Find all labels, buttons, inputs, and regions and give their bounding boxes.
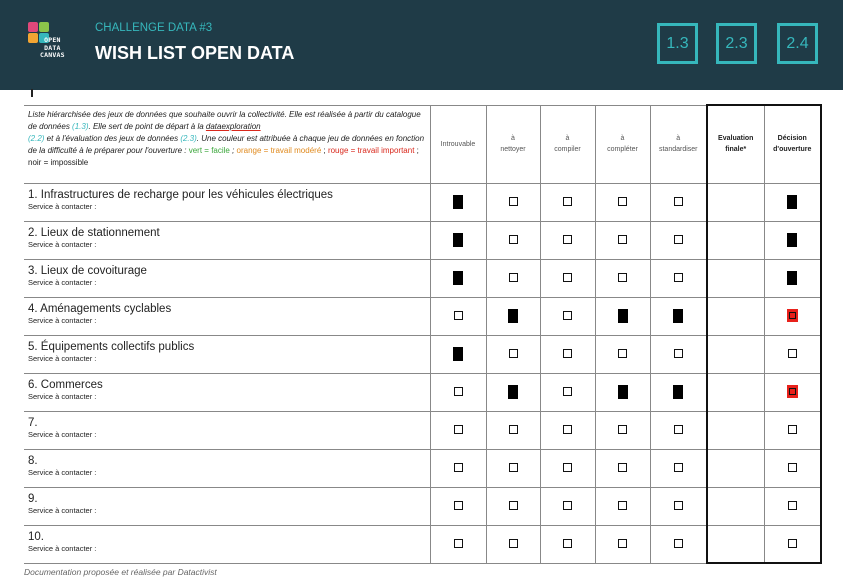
checkbox-filled[interactable] [453,347,463,361]
logo-line-1: OPEN [44,36,61,44]
col-nettoyer-line-1: à [511,135,515,142]
service-contact-label: Service à contacter : [28,277,97,287]
checkbox-filled[interactable] [508,309,518,323]
table-row [24,259,821,297]
checkbox-filled[interactable] [453,271,463,285]
checkbox-empty[interactable] [509,463,518,472]
checkbox-empty[interactable] [563,501,572,510]
checkbox-empty[interactable] [618,349,627,358]
col-decision-ouverture [764,105,821,183]
checkbox-empty[interactable] [788,463,797,472]
header-row [24,105,821,183]
checkbox-filled[interactable] [453,233,463,247]
cell-evaluation-finale [707,335,764,373]
table-row [24,373,821,411]
checkbox-red-marked[interactable] [787,309,798,322]
cell-completer [595,335,650,373]
service-contact-label: Service à contacter : [28,239,97,249]
dataset-name: 5. Équipements collectifs publics [28,340,195,353]
col-compiler-line-2: compiler [554,146,581,153]
checkbox-empty[interactable] [674,197,683,206]
cell-standardiser [650,525,707,563]
col-standardiser-line-1: à [676,135,681,142]
cell-nettoyer [486,449,540,487]
cell-decision-ouverture [764,411,821,449]
checkbox-filled[interactable] [787,195,797,209]
col-compiler-line-1: à [565,135,570,142]
intro-part-2: . Elle sert de point de départ à la [88,121,206,131]
cell-decision-ouverture [764,335,821,373]
footer-credit: Documentation proposée et réalisée par Datactivist [24,567,217,577]
badge-2-3: 2.3 [716,23,757,64]
cell-decision-ouverture [764,221,821,259]
col-nettoyer-line-2: nettoyer [500,146,526,153]
cell-completer [595,525,650,563]
col-standardiser [650,105,707,183]
checkbox-filled[interactable] [787,233,797,247]
col-evaluation-finale [707,105,764,183]
cell-nettoyer [486,487,540,525]
table-row [24,449,821,487]
cell-introuvable [430,449,486,487]
dataset-name: 9. [28,492,38,505]
intro-orange: orange = travail modéré [236,145,322,155]
checkbox-empty[interactable] [618,273,627,282]
checkbox-empty[interactable] [563,539,572,548]
service-contact-label: Service à contacter : [28,391,97,401]
cell-standardiser [650,259,707,297]
cell-nettoyer [486,335,540,373]
cell-nettoyer [486,183,540,221]
checkbox-empty[interactable] [618,425,627,434]
intro-part-1: Liste hiérarchisée des jeux de données que souhaite ouvrir la collectivité. Elle est réalisée à partir du catalogue de données [28,109,421,131]
col-completer-line-2: compléter [607,146,638,153]
checkbox-empty[interactable] [454,425,463,434]
table-row [24,411,821,449]
intro-dataexploration: dataexploration [205,121,261,131]
checkbox-filled[interactable] [453,195,463,209]
checkbox-empty[interactable] [509,425,518,434]
checkbox-empty[interactable] [509,273,518,282]
col-introuvable-label: Introuvable [440,140,476,148]
checkbox-empty[interactable] [788,349,797,358]
logo-line-2: DATA [44,43,61,52]
checkbox-empty[interactable] [454,387,463,396]
checkbox-filled[interactable] [787,271,797,285]
service-contact-label: Service à contacter : [28,429,97,439]
checkbox-empty[interactable] [509,197,518,206]
cell-compiler [540,221,595,259]
col-completer-line-1: à [620,135,625,142]
dataset-cell [24,259,430,297]
table-row [24,525,821,563]
dataset-cell [24,411,430,449]
cell-standardiser [650,411,707,449]
checkbox-filled[interactable] [618,385,628,399]
cell-completer [595,373,650,411]
checkbox-empty[interactable] [563,235,572,244]
checkbox-empty[interactable] [563,311,572,320]
cell-decision-ouverture [764,525,821,563]
cursor-mark [31,89,33,97]
service-contact-label: Service à contacter : [28,353,97,363]
checkbox-empty[interactable] [563,463,572,472]
open-data-canvas-logo [28,22,80,68]
badge-1-3: 1.3 [657,23,698,64]
dataset-name: 7. [28,416,38,429]
cell-evaluation-finale [707,487,764,525]
cell-nettoyer [486,221,540,259]
checkbox-empty[interactable] [509,235,518,244]
header-banner [0,0,843,90]
cell-standardiser [650,297,707,335]
intro-ref-2-3: (2.3) [180,133,197,143]
checkbox-empty[interactable] [674,501,683,510]
cell-compiler [540,525,595,563]
col-standardiser-line-2: standardiser [658,146,698,153]
logo-text [40,37,65,60]
checkbox-empty[interactable] [674,349,683,358]
cell-decision-ouverture [764,449,821,487]
checkbox-empty[interactable] [618,235,627,244]
dataset-cell [24,335,430,373]
cell-decision-ouverture [764,487,821,525]
checkbox-empty[interactable] [563,273,572,282]
challenge-subtitle: CHALLENGE DATA #3 [95,22,213,34]
service-contact-label: Service à contacter : [28,467,97,477]
cell-nettoyer [486,411,540,449]
checkbox-filled[interactable] [673,385,683,399]
checkbox-empty[interactable] [563,349,572,358]
cell-compiler [540,297,595,335]
wish-list-table [24,104,822,564]
dataset-cell [24,373,430,411]
logo-line-3: CANVAS [40,51,65,59]
cell-introuvable [430,259,486,297]
service-contact-label: Service à contacter : [28,505,97,515]
cell-compiler [540,487,595,525]
checkbox-empty[interactable] [674,463,683,472]
cell-completer [595,183,650,221]
checkbox-empty[interactable] [454,501,463,510]
table-row [24,297,821,335]
cell-evaluation-finale [707,221,764,259]
cell-standardiser [650,373,707,411]
checkbox-empty[interactable] [454,539,463,548]
cell-evaluation-finale [707,373,764,411]
dataset-name: 3. Lieux de covoiturage [28,264,147,277]
table-row [24,221,821,259]
table-body [24,183,821,563]
checkbox-empty[interactable] [618,539,627,548]
checkbox-empty[interactable] [674,425,683,434]
table-row [24,335,821,373]
cell-introuvable [430,411,486,449]
col-introuvable [430,105,486,183]
dataset-name: 1. Infrastructures de recharge pour les véhicules électriques [28,188,333,201]
col-decision-line-1: Décision [777,135,807,143]
service-contact-label: Service à contacter : [28,543,97,553]
col-completer [595,105,650,183]
dataset-name: 10. [28,530,44,543]
cell-completer [595,297,650,335]
col-evaluation-line-1: Evaluation [718,135,754,143]
dataset-cell [24,449,430,487]
cell-compiler [540,411,595,449]
checkbox-filled[interactable] [508,385,518,399]
intro-sep-2: ; [321,145,328,155]
cell-completer [595,411,650,449]
col-compiler [540,105,595,183]
cell-decision-ouverture [764,183,821,221]
cell-decision-ouverture [764,373,821,411]
table-row [24,487,821,525]
checkbox-empty[interactable] [788,425,797,434]
cell-compiler [540,183,595,221]
cell-standardiser [650,335,707,373]
checkbox-empty[interactable] [563,387,572,396]
page-title: WISH LIST OPEN DATA [95,43,295,63]
cell-evaluation-finale [707,259,764,297]
badge-2-4: 2.4 [777,23,818,64]
checkbox-empty[interactable] [509,349,518,358]
checkbox-empty[interactable] [788,539,797,548]
cell-introuvable [430,335,486,373]
service-contact-label: Service à contacter : [28,315,97,325]
cell-compiler [540,259,595,297]
dataset-cell [24,297,430,335]
intro-red: rouge = travail important [327,145,415,155]
cell-compiler [540,373,595,411]
col-evaluation-line-2: finale* [725,146,747,154]
checkbox-empty[interactable] [618,197,627,206]
dataset-name: 4. Aménagements cyclables [28,302,172,315]
service-contact-label: Service à contacter : [28,201,97,211]
dataset-cell [24,221,430,259]
intro-ref-1-3: (1.3) [72,121,89,131]
intro-ref-2-2: (2.2) [28,133,45,143]
intro-part-4: . Une couleur est attribuée à chaque jeu de données en fonction de la difficulté à le préparer pour l'ouverture : [28,133,425,155]
cell-introuvable [430,221,486,259]
cell-introuvable [430,373,486,411]
checkbox-empty[interactable] [563,197,572,206]
checkbox-empty[interactable] [454,311,463,320]
intro-sep-3: ; noir = impossible [28,145,419,167]
table-row [24,183,821,221]
cell-nettoyer [486,259,540,297]
cell-evaluation-finale [707,411,764,449]
cell-completer [595,487,650,525]
col-nettoyer [486,105,540,183]
checkbox-empty[interactable] [788,501,797,510]
dataset-name: 8. [28,454,38,467]
dataset-cell [24,183,430,221]
cell-introuvable [430,525,486,563]
cell-compiler [540,335,595,373]
cell-decision-ouverture [764,297,821,335]
checkbox-red-marked[interactable] [787,385,798,398]
cell-evaluation-finale [707,297,764,335]
cell-introuvable [430,183,486,221]
intro-green: vert = facile [188,145,230,155]
cell-introuvable [430,487,486,525]
cell-nettoyer [486,525,540,563]
checkbox-empty[interactable] [674,273,683,282]
dataset-cell [24,525,430,563]
cell-compiler [540,449,595,487]
cell-introuvable [430,297,486,335]
cell-nettoyer [486,373,540,411]
cell-standardiser [650,183,707,221]
checkbox-empty[interactable] [618,463,627,472]
cell-standardiser [650,221,707,259]
checkbox-empty[interactable] [618,501,627,510]
dataset-name: 2. Lieux de stationnement [28,226,160,239]
cell-standardiser [650,487,707,525]
intro-text [24,105,430,183]
checkbox-empty[interactable] [454,463,463,472]
cell-nettoyer [486,297,540,335]
cell-evaluation-finale [707,183,764,221]
intro-part-3: et à l'évaluation des jeux de données [44,133,181,143]
cell-evaluation-finale [707,525,764,563]
checkbox-empty[interactable] [509,501,518,510]
checkbox-empty[interactable] [563,425,572,434]
checkbox-filled[interactable] [673,309,683,323]
cell-decision-ouverture [764,259,821,297]
checkbox-empty[interactable] [674,235,683,244]
intro-sep-1: ; [229,145,237,155]
cell-standardiser [650,449,707,487]
checkbox-empty[interactable] [509,539,518,548]
cell-completer [595,449,650,487]
cell-evaluation-finale [707,449,764,487]
cell-completer [595,259,650,297]
col-decision-line-2: d'ouverture [773,146,812,154]
checkbox-empty[interactable] [674,539,683,548]
cell-completer [595,221,650,259]
dataset-name: 6. Commerces [28,378,103,391]
dataset-cell [24,487,430,525]
checkbox-filled[interactable] [618,309,628,323]
